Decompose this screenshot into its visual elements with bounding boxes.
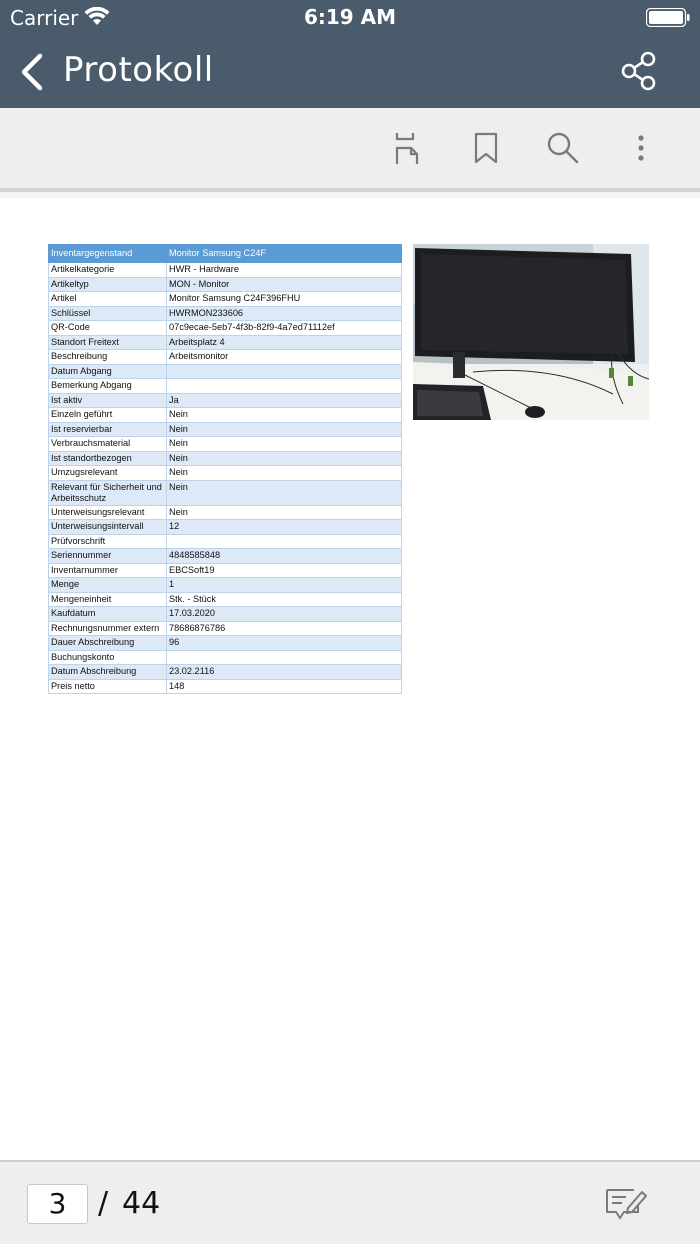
table-row <box>49 534 402 549</box>
share-button[interactable] <box>620 50 658 92</box>
table-row <box>49 292 402 307</box>
row-key: Unterweisungsintervall <box>49 520 167 535</box>
row-value: Nein <box>167 422 402 437</box>
table-row <box>49 466 402 481</box>
row-key: Ist reservierbar <box>49 422 167 437</box>
page-separator: / <box>98 1186 109 1221</box>
table-row <box>49 263 402 278</box>
row-value: 148 <box>167 679 402 694</box>
table-row <box>49 335 402 350</box>
table-header-key: Inventargegenstand <box>49 245 167 263</box>
row-key: Rechnungsnummer extern <box>49 621 167 636</box>
table-row <box>49 321 402 336</box>
clock: 6:19 AM <box>303 5 397 29</box>
table-row <box>49 650 402 665</box>
table-row <box>49 665 402 680</box>
table-row <box>49 364 402 379</box>
row-key: Beschreibung <box>49 350 167 365</box>
table-row <box>49 520 402 535</box>
annotate-button[interactable] <box>604 1186 648 1222</box>
row-key: Umzugsrelevant <box>49 466 167 481</box>
table-row <box>49 422 402 437</box>
table-row <box>49 379 402 394</box>
table-row <box>49 393 402 408</box>
row-value: HWRMON233606 <box>167 306 402 321</box>
row-key: Prüfvorschrift <box>49 534 167 549</box>
row-key: Bemerkung Abgang <box>49 379 167 394</box>
total-pages: 44 <box>122 1186 161 1221</box>
row-value: Nein <box>167 437 402 452</box>
inventory-table <box>48 244 402 694</box>
row-value: 96 <box>167 636 402 651</box>
item-photo <box>413 244 649 420</box>
back-button[interactable] <box>14 50 54 94</box>
bookmark-icon <box>476 134 496 162</box>
row-key: Preis netto <box>49 679 167 694</box>
row-value: HWR - Hardware <box>167 263 402 278</box>
text-reflow-button[interactable] <box>387 128 427 168</box>
row-key: Dauer Abschreibung <box>49 636 167 651</box>
table-row <box>49 451 402 466</box>
text-reflow-icon <box>397 133 417 164</box>
row-key: Artikeltyp <box>49 277 167 292</box>
pagination-bar <box>0 1160 700 1244</box>
row-value: 78686876786 <box>167 621 402 636</box>
row-key: Inventarnummer <box>49 563 167 578</box>
row-key: Kaufdatum <box>49 607 167 622</box>
row-key: Artikel <box>49 292 167 307</box>
table-row <box>49 563 402 578</box>
table-row <box>49 578 402 593</box>
row-value: 23.02.2116 <box>167 665 402 680</box>
search-button[interactable] <box>543 128 583 168</box>
row-key: Relevant für Sicherheit und Arbeitsschutz <box>49 480 167 505</box>
row-value: Nein <box>167 408 402 423</box>
table-row <box>49 549 402 564</box>
row-key: QR-Code <box>49 321 167 336</box>
row-value <box>167 364 402 379</box>
row-key: Ist standortbezogen <box>49 451 167 466</box>
row-value: MON - Monitor <box>167 277 402 292</box>
row-key: Verbrauchsmaterial <box>49 437 167 452</box>
more-button[interactable] <box>621 128 661 168</box>
search-icon <box>549 134 577 162</box>
row-value <box>167 379 402 394</box>
table-row <box>49 437 402 452</box>
row-key: Standort Freitext <box>49 335 167 350</box>
table-row <box>49 480 402 505</box>
share-icon <box>623 53 654 89</box>
row-value: Nein <box>167 505 402 520</box>
row-value: Ja <box>167 393 402 408</box>
row-value: Monitor Samsung C24F396FHU <box>167 292 402 307</box>
row-value: Arbeitsmonitor <box>167 350 402 365</box>
document-toolbar <box>0 108 700 190</box>
row-value: 1 <box>167 578 402 593</box>
table-row <box>49 408 402 423</box>
navigation-bar <box>0 0 700 108</box>
table-header-value: Monitor Samsung C24F <box>167 245 402 263</box>
row-key: Seriennummer <box>49 549 167 564</box>
page-number-input[interactable]: 3 <box>27 1184 88 1224</box>
table-header-row <box>49 245 402 263</box>
table-row <box>49 592 402 607</box>
row-value: Stk. - Stück <box>167 592 402 607</box>
row-key: Mengeneinheit <box>49 592 167 607</box>
battery-icon <box>646 8 690 27</box>
row-key: Ist aktiv <box>49 393 167 408</box>
page-title: Protokoll <box>63 50 214 90</box>
row-value <box>167 650 402 665</box>
table-row <box>49 607 402 622</box>
table-row <box>49 306 402 321</box>
table-row <box>49 350 402 365</box>
table-row <box>49 636 402 651</box>
row-value <box>167 534 402 549</box>
row-value: 07c9ecae-5eb7-4f3b-82f9-4a7ed71112ef <box>167 321 402 336</box>
table-row <box>49 621 402 636</box>
row-value: Arbeitsplatz 4 <box>167 335 402 350</box>
table-row <box>49 277 402 292</box>
row-value: 17.03.2020 <box>167 607 402 622</box>
row-value: Nein <box>167 451 402 466</box>
row-key: Einzeln geführt <box>49 408 167 423</box>
table-row <box>49 679 402 694</box>
row-value: Nein <box>167 466 402 481</box>
status-bar <box>0 0 700 36</box>
row-key: Buchungskonto <box>49 650 167 665</box>
bookmark-button[interactable] <box>466 128 506 168</box>
row-value: Nein <box>167 480 402 505</box>
row-key: Unterweisungsrelevant <box>49 505 167 520</box>
carrier-label: Carrier <box>10 6 79 30</box>
row-key: Artikelkategorie <box>49 263 167 278</box>
row-value: 4848585848 <box>167 549 402 564</box>
row-key: Schlüssel <box>49 306 167 321</box>
chevron-left-icon <box>24 56 40 88</box>
table-row <box>49 505 402 520</box>
row-key: Datum Abgang <box>49 364 167 379</box>
row-key: Datum Abschreibung <box>49 665 167 680</box>
document-page[interactable] <box>0 198 700 1160</box>
annotate-icon <box>607 1190 646 1218</box>
row-value: 12 <box>167 520 402 535</box>
more-vertical-icon <box>638 135 643 160</box>
row-key: Menge <box>49 578 167 593</box>
row-value: EBCSoft19 <box>167 563 402 578</box>
